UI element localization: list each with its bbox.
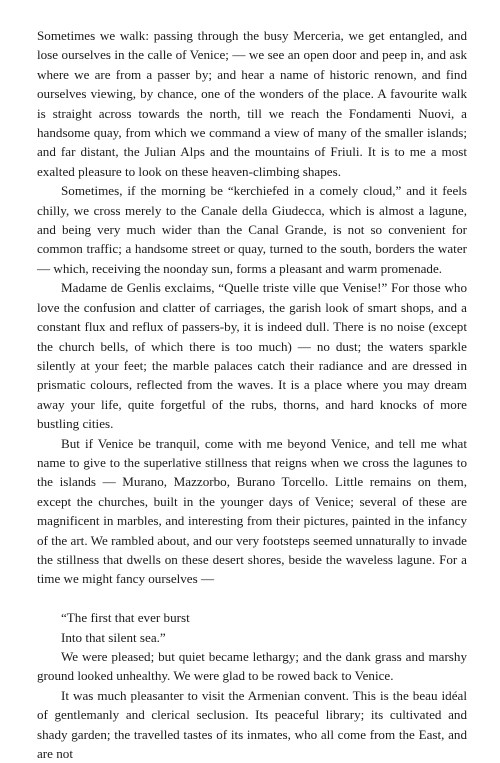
paragraph-lethargy: We were pleased; but quiet became lethargy; and the dank grass and marshy ground looked unhealthy. We were glad to be rowed back to Venice. xyxy=(37,648,467,684)
verse-line-1: “The first that ever burst xyxy=(61,610,190,626)
book-page xyxy=(37,26,467,763)
verse-spacer xyxy=(37,589,467,608)
paragraph-genlis: Madame de Genlis exclaims, “Quelle triste ville que Venise!” For those who love the confusion and clatter of carriages, the garish look of smart shops, and a constant flux and reflux of passers-by, it is indeed dull. There is no noise (except the church bells, of which there is too much) — no dust; the waters sparkle silently at your feet; the marble palaces catch their radiance and are dressed in prismatic colours, reflected from the waves. It is a place where you may dream away your life, quite forgetful of the rubs, thorns, and hard knocks of more bustling cities. xyxy=(37,280,467,432)
verse-line-2: Into that silent sea.” xyxy=(61,629,166,645)
paragraph-armenian-convent: It was much pleasanter to visit the Armenian convent. This is the beau idéal of gentlemanly and clerical seclusion. Its peaceful library; its cultivated and shady garden; the travelled tastes of its inmates, who all come from the East, and are not xyxy=(37,687,467,762)
paragraph-islands: But if Venice be tranquil, come with me beyond Venice, and tell me what name to give to the superlative stillness that reigns when we cross the lagunes to the islands — Murano, Mazzorbo, Burano Torcello. Little remains on them, except the churches, built in the younger days of Venice; several of these are magnificent in marbles, and interesting from their pictures, painted in the infancy of the art. We rambled about, and our very footsteps seemed unnaturally to invade the stillness that dwells on these desert shores, beside the waveless lagune. For a time we might fancy ourselves — xyxy=(37,435,467,587)
paragraph-giudecca: Sometimes, if the morning be “kerchiefed in a comely cloud,” and it feels chilly, we cross merely to the Canale della Giudecca, which is almost a lagune, and being very much wider than the Canal Grande, is not so convenient for common traffic; a handsome street or quay, turned to the south, borders the water — which, receiving the noonday sun, forms a pleasant and warm promenade. xyxy=(37,183,467,276)
paragraph-walk: Sometimes we walk: passing through the busy Merceria, we get entangled, and lose ourselves in the calle of Venice; — we see an open door and peep in, and ask where we are from a passer by; and hear a name of historic renown, and find ourselves viewing, by chance, one of the wonders of the place. A favourite walk is straight across towards the north, till we reach the Fondamenti Nuovi, a handsome quay, from which we command a view of many of the smaller islands; and far distant, the Julian Alps and the mountains of Friuli. It is to me a most exalted pleasure to look on these heaven-climbing shapes. xyxy=(37,28,467,179)
